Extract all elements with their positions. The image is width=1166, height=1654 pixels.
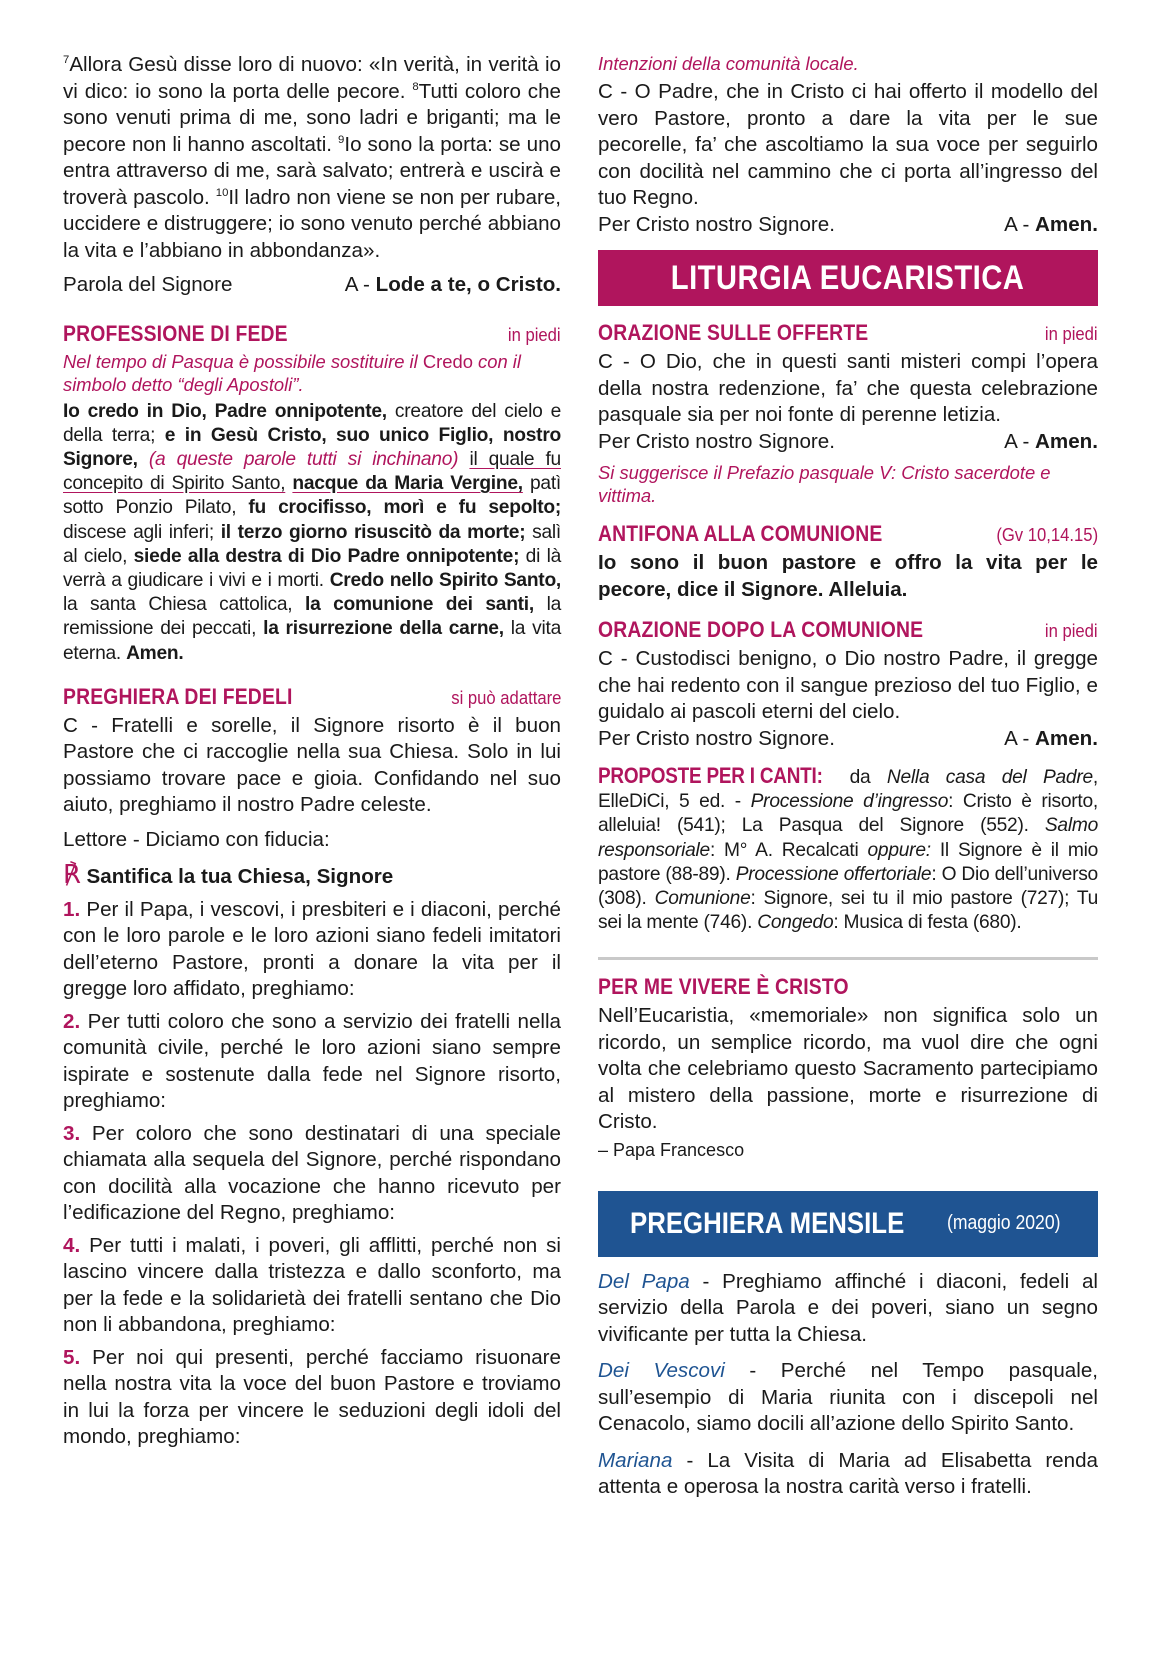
intention-number: 4. <box>63 1233 81 1257</box>
intention-text: Per tutti i malati, i poveri, gli afflitti, perché non si lascino vincere dalla tristezza e dallo sconforto, ma per la fede e la solidarietà dei fratelli sentano che Dio non li abbandona, preghiamo: <box>63 1233 561 1337</box>
professione-heading <box>63 321 561 347</box>
response-symbol-icon: ℟ <box>63 859 81 890</box>
closing-text: Parola del Signore <box>63 273 233 296</box>
verse-7: Allora Gesù disse loro di nuovo: «In verità, in verità io vi dico: io sono la porta delle pecore. <box>63 53 561 103</box>
left-column <box>63 52 561 1451</box>
note-credo: Credo <box>422 350 473 372</box>
canti-segment: : O Dio dell’universo (308). <box>598 863 1098 910</box>
intention-text: Per noi qui presenti, perché facciamo risuonare nella nostra vita la voce del buon Pastore e troviamo in lui la forza per vincere le seduzioni degli idoli del mondo, preghiamo: <box>63 1345 561 1449</box>
vivere-quote: Nell’Eucaristia, «memoriale» non significa solo un ricordo, un semplice ricordo, ma vuol dire che ogni volta che celebriamo questo Sacramento partecipiamo al mistero della passione, morte e risurrezione di Cristo. <box>598 1004 1098 1134</box>
banner-title: PREGHIERA MENSILE <box>630 1206 905 1240</box>
canti-segment: Congedo <box>757 912 834 934</box>
intention-item <box>63 1345 561 1451</box>
verse-number: 10 <box>215 186 229 199</box>
creed-segment: salì al cielo, <box>63 521 561 567</box>
amen: Amen. <box>1035 212 1098 236</box>
intention-item <box>63 1121 561 1227</box>
fedeli-intro: C - Fratelli e sorelle, il Signore risorto è il buon Pastore che ci raccoglie nella sua Chiesa. Solo in lui possiamo trovare pace e gioia. Confidando nel suo aiuto, preghiamo il nostro Padre celeste. <box>63 713 561 817</box>
dopo-comunione-heading <box>598 617 1098 643</box>
response <box>1004 726 1098 753</box>
mensile-item <box>598 1358 1098 1438</box>
mensile-text: - Preghiamo affinché i diaconi, fedeli al servizio della Parola e dei poveri, siano un segno vivificante per tutta la Chiesa. <box>598 1269 1099 1346</box>
verse-8: Tutti coloro che sono venuti prima di me, sono ladri e briganti; ma le pecore non li hanno ascoltati. <box>63 79 561 156</box>
offerte-end <box>598 429 1098 456</box>
canti-segment: Comunione <box>654 888 751 910</box>
creed-segment: la remissione dei peccati, <box>63 594 562 640</box>
creed-segment: nacque da Maria Vergine, <box>292 473 523 495</box>
closing-prayer-end <box>598 212 1098 239</box>
creed-text <box>63 400 561 666</box>
intention-text: Per il Papa, i vescovi, i presbiteri e i diaconi, perché con le loro parole e le loro azioni siano fedeli imitatori dell’eterno Pastore, pronti a donare la vita per il gregge loro affidato, preghiamo: <box>63 897 561 1001</box>
note-part: con il simbolo detto “degli Apostoli”. <box>63 350 521 395</box>
verse-number: 7 <box>63 54 70 67</box>
creed-segment: patì sotto Ponzio Pilato, <box>63 473 561 519</box>
creed-segment: Io credo in Dio, Padre onnipotente, <box>63 400 387 422</box>
canti-segment: Processione offertoriale <box>735 863 932 885</box>
creed-segment: la risurrezione della carne, <box>263 618 504 640</box>
amen: Amen. <box>1035 429 1098 453</box>
mensile-item <box>598 1448 1098 1501</box>
intention-number: 3. <box>63 1121 81 1145</box>
canti-segment: Processione d’ingresso <box>750 791 949 813</box>
adapt-note: si può adattare <box>450 686 561 708</box>
response-prefix: A - <box>1004 212 1036 236</box>
professione-note <box>63 350 561 396</box>
response-text: Santifica la tua Chiesa, Signore <box>86 865 394 889</box>
response-prefix: A - <box>1004 726 1036 750</box>
prefazio-note: Si suggerisce il Prefazio pasquale V: Cristo sacerdote e vittima. <box>598 462 1051 506</box>
vivere-heading <box>598 974 1098 1000</box>
fedeli-heading <box>63 684 561 710</box>
creed-segment: di là verrà a giudicare i vivi e i morti. <box>63 545 562 591</box>
mensile-label: Del Papa <box>598 1269 690 1293</box>
response-text: Lode a te, o Cristo. <box>375 273 561 296</box>
mensile-label: Mariana <box>598 1448 673 1472</box>
canti-text <box>598 764 1098 935</box>
section-title: ANTIFONA ALLA COMUNIONE <box>598 521 883 546</box>
canti-segment: oppure: <box>867 839 931 861</box>
intention-item <box>63 1233 561 1339</box>
lettore-line: Lettore - Diciamo con fiducia: <box>63 827 330 851</box>
canti-segment: Nella casa del Padre <box>886 767 1093 788</box>
liturgia-banner <box>598 250 1098 306</box>
canti-segment: : Cristo è risorto, alleluia! (541); La Pasqua del Signore (552). <box>598 791 1098 837</box>
section-title: ORAZIONE DOPO LA COMUNIONE <box>598 617 924 642</box>
posture-note: in piedi <box>1045 323 1098 344</box>
creed-segment: creatore del cielo e della terra; <box>63 400 561 446</box>
response <box>345 272 561 299</box>
canti-segment: : M° A. Recalcati <box>709 839 868 861</box>
creed-segment: la comunione dei santi, <box>304 594 534 616</box>
canti-segment: da <box>833 767 887 788</box>
canti-segment: Il Signore è il mio pastore (88-89). <box>598 839 1099 885</box>
creed-segment <box>458 449 469 470</box>
banner-date: (maggio 2020) <box>947 1212 1061 1235</box>
section-title: PREGHIERA DEI FEDELI <box>63 683 293 709</box>
creed-segment: discese agli inferi; <box>63 521 221 543</box>
mensile-list <box>598 1269 1098 1501</box>
gospel-reference: (Gv 10,14.15) <box>996 524 1098 545</box>
section-divider <box>598 957 1098 960</box>
closing-end: Per Cristo nostro Signore. <box>598 429 835 453</box>
intention-item <box>63 897 561 1003</box>
verse-10: Il ladro non viene se non per rubare, uccidere e distruggere; io sono venuto perché abbiano la vita e l’abbiano in abbondanza». <box>63 185 561 262</box>
canti-segment: : Musica di festa (680). <box>833 912 1022 934</box>
offerte-text: C - O Dio, che in questi santi misteri compi l’opera della nostra redenzione, fa’ che questa celebrazione pasquale sia per noi fonte di perenne letizia. <box>598 350 1098 426</box>
note-part: Nel tempo di Pasqua è possibile sostituire il <box>63 350 423 372</box>
antifona-heading <box>598 521 1098 547</box>
section-title: ORAZIONE SULLE OFFERTE <box>598 320 869 345</box>
canti-segment: , ElleDiCi, 5 ed. - <box>598 767 1098 813</box>
section-title: PROFESSIONE DI FEDE <box>63 320 288 346</box>
creed-segment: la vita eterna. <box>63 618 561 664</box>
closing-end: Per Cristo nostro Signore. <box>598 726 835 750</box>
response-line <box>63 861 561 891</box>
offerte-heading <box>598 320 1098 346</box>
banner-title: LITURGIA EUCARISTICA <box>671 258 1025 297</box>
creed-segment: fu crocifisso, morì e fu sepolto; <box>248 497 562 519</box>
intentions-list <box>63 897 561 1451</box>
dopo-comunione-end <box>598 726 1098 753</box>
intention-text: Per tutti coloro che sono a servizio dei fratelli nella comunità civile, perché le loro azioni siano sempre ispirate e sostenute dalla fede nel Signore risorto, preghiamo: <box>63 1009 561 1113</box>
verse-number: 9 <box>338 133 345 146</box>
antifona-text: Io sono il buon pastore e offro la vita per le pecore, dice il Signore. Alleluia. <box>598 551 1098 601</box>
creed-segment: il terzo giorno risuscitò da morte; <box>220 521 526 543</box>
mensile-banner <box>598 1191 1098 1257</box>
canti-segment: Salmo responsoriale <box>598 815 1098 861</box>
gospel-text <box>63 52 561 264</box>
intention-item <box>63 1009 561 1115</box>
intenzioni-note: Intenzioni della comunità locale. <box>598 53 859 74</box>
mensile-item <box>598 1269 1098 1349</box>
amen: Amen. <box>1035 726 1098 750</box>
creed-segment: Amen. <box>126 642 184 664</box>
canti-segment: : Signore, sei tu il mio pastore (727); Tu sei la mente (746). <box>598 888 1098 934</box>
creed-segment: e in Gesù Cristo, suo unico Figlio, nostro Signore, <box>63 424 562 470</box>
mensile-label: Dei Vescovi <box>598 1359 725 1383</box>
response <box>1004 429 1098 456</box>
intention-number: 5. <box>63 1345 81 1369</box>
creed-segment <box>138 449 149 470</box>
gospel-closing <box>63 272 561 299</box>
closing-end: Per Cristo nostro Signore. <box>598 212 835 236</box>
creed-segment: Credo nello Spirito Santo, <box>329 569 561 591</box>
mensile-text: - Perché nel Tempo pasquale, sull’esempio di Maria riunita con i discepoli nel Cenacolo, siamo docili all’azione dello Spirito Santo. <box>598 1359 1098 1436</box>
right-column <box>598 52 1098 1501</box>
closing-prayer: C - O Padre, che in Cristo ci hai offerto il modello del vero Pastore, pronto a dare la vita per le sue pecorelle, fa’ che ascoltiamo la sua voce per seguirlo con docilità nel cammino che ci porta all’ingresso del tuo Regno. <box>598 80 1098 209</box>
quote-author: – Papa Francesco <box>598 1139 745 1160</box>
verse-number: 8 <box>412 80 419 93</box>
posture-note: in piedi <box>508 323 561 345</box>
dopo-comunione-text: C - Custodisci benigno, o Dio nostro Padre, il gregge che hai redento con il sangue prezioso del tuo Figlio, e guidalo ai pascoli eterni del cielo. <box>598 647 1098 723</box>
intention-number: 1. <box>63 897 81 921</box>
creed-segment: la santa Chiesa cattolica, <box>63 594 305 616</box>
intention-text: Per coloro che sono destinatari di una speciale chiamata alla sequela del Signore, perché rispondano con docilità alla vocazione che hanno ricevuto per l’edificazione del Regno, preghiamo: <box>63 1121 561 1225</box>
creed-segment: siede alla destra di Dio Padre onnipotente; <box>133 545 520 567</box>
mensile-text: - La Visita di Maria ad Elisabetta renda attenta e operosa la nostra carità verso i fratelli. <box>598 1448 1098 1499</box>
canti-title: PROPOSTE PER I CANTI: <box>598 763 823 788</box>
posture-note: in piedi <box>1045 620 1098 641</box>
creed-segment: (a queste parole tutti si inchinano) <box>148 448 459 470</box>
verse-9: Io sono la porta: se uno entra attraverso di me, sarà salvato; entrerà e uscirà e troverà pascolo. <box>63 132 561 209</box>
intention-number: 2. <box>63 1009 81 1033</box>
response-prefix: A - <box>1004 429 1036 453</box>
creed-segment: il quale fu concepito di Spirito Santo, <box>63 448 561 495</box>
response <box>1004 212 1098 239</box>
response-prefix: A - <box>344 273 376 296</box>
section-title: PER ME VIVERE È CRISTO <box>598 974 849 1000</box>
